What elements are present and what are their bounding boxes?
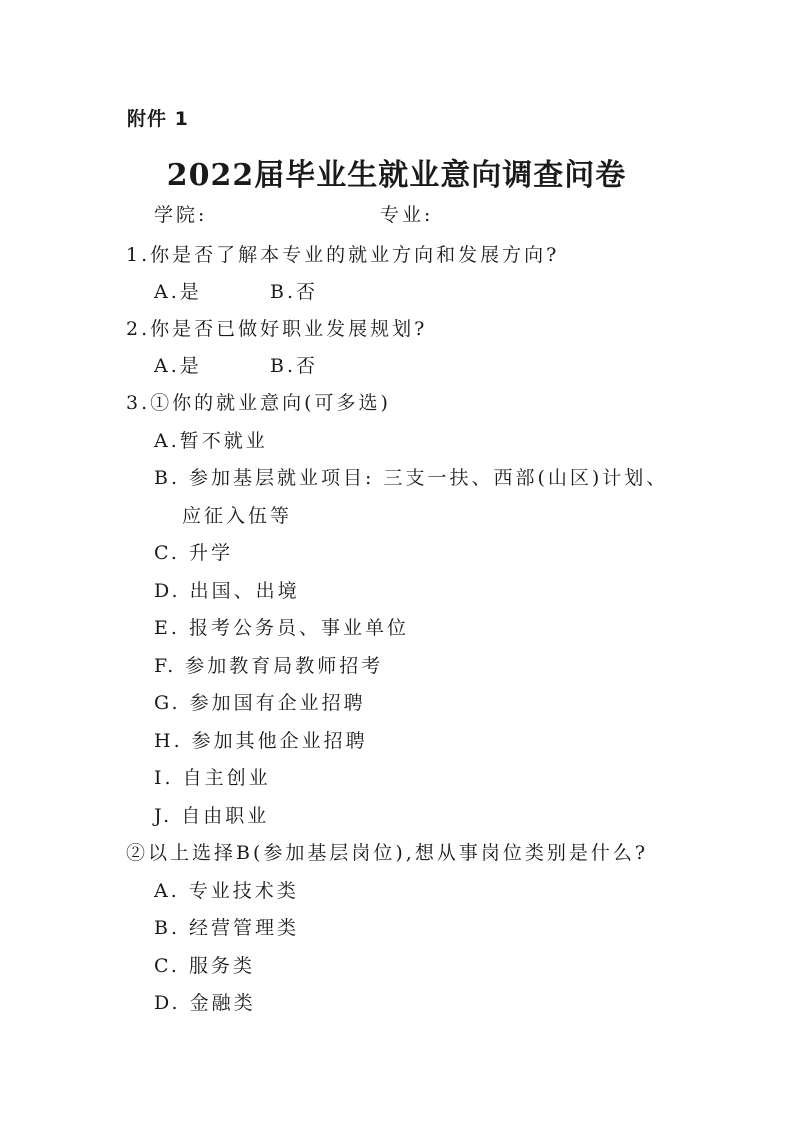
question-3: 3.①你的就业意向(可多选) [126,392,391,414]
question-3-part-2: ②以上选择B(参加基层岗位),想从事岗位类别是什么? [126,842,649,864]
question-3-option-b-continued: 应征入伍等 [182,505,293,527]
question-3-part-2-option-d: D. 金融类 [154,992,256,1014]
major-field-label: 专业: [380,204,434,226]
page-title: 2022届毕业生就业意向调查问卷 [166,158,627,193]
question-2-option-b: B.否 [270,355,319,377]
question-1-option-b: B.否 [270,281,319,303]
college-field-label: 学院: [154,204,208,226]
question-3-option-j: J. 自由职业 [154,805,270,827]
question-3-option-c: C. 升学 [154,542,233,564]
question-3-option-f: F. 参加教育局教师招考 [154,655,384,677]
annex-label: 附件 1 [127,108,189,130]
question-2: 2.你是否已做好职业发展规划? [126,318,428,340]
question-3-option-e: E. 报考公务员、事业单位 [154,617,409,639]
question-3-option-h: H. 参加其他企业招聘 [154,730,368,752]
question-3-option-a: A.暂不就业 [154,430,268,452]
question-3-part-2-option-c: C. 服务类 [154,955,255,977]
question-3-option-b: B. 参加基层就业项目: 三支一扶、西部(山区)计划、 [154,467,669,489]
question-3-part-2-option-b: B. 经营管理类 [154,917,300,939]
question-3-part-2-option-a: A. 专业技术类 [154,880,299,902]
question-3-option-d: D. 出国、出境 [154,580,300,602]
question-1: 1.你是否了解本专业的就业方向和发展方向? [126,244,560,266]
question-1-option-a: A.是 [154,281,202,303]
question-3-option-g: G. 参加国有企业招聘 [154,692,366,714]
question-2-option-a: A.是 [154,355,202,377]
question-3-option-i: I. 自主创业 [154,767,271,789]
